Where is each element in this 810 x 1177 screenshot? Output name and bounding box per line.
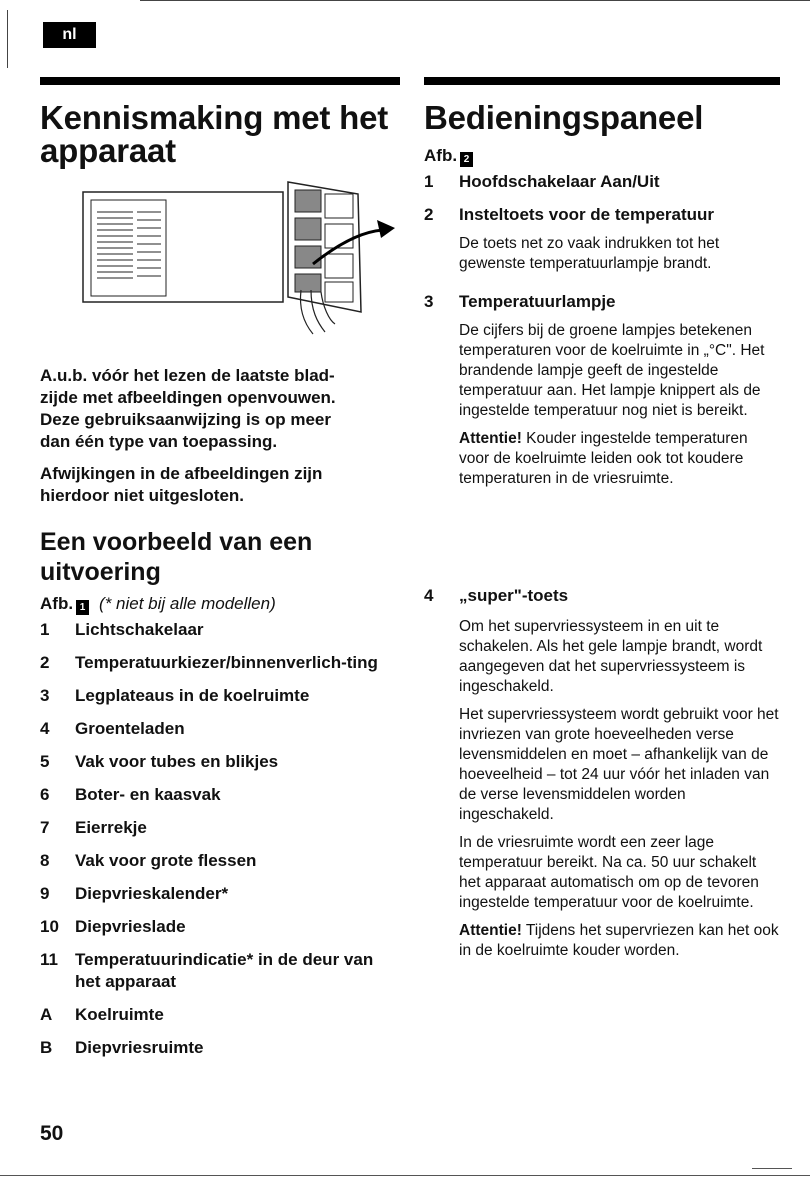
attention-note: Attentie! Tijdens het supervriezen kan het ook in de koelruimte kouder worden. bbox=[459, 922, 779, 959]
list-item: 2 Temperatuurkiezer/binnenverlich-ting bbox=[40, 653, 378, 672]
list-item: 8 Vak voor grote flessen bbox=[40, 851, 257, 870]
section-rule bbox=[40, 77, 400, 85]
intro-line: Deze gebruiksaanwijzing is op meer bbox=[40, 410, 331, 429]
list-item: 6 Boter- en kaasvak bbox=[40, 785, 221, 804]
figure-number-box: 2 bbox=[460, 152, 473, 167]
fold-out-illustration bbox=[73, 172, 403, 347]
section-paragraph: In de vriesruimte wordt een zeer lage temperatuur bereikt. Na ca. 50 uur schakelt het apparaat automatisch om op de tevoren ingestelde temperatuur voor de koelruimte. bbox=[459, 834, 759, 911]
attention-note: Attentie! Kouder ingestelde temperaturen voor de koelruimte leiden ook tot koudere temperaturen in de vriesruimte. bbox=[459, 430, 748, 487]
section-rule bbox=[424, 77, 780, 85]
bottom-mark bbox=[752, 1168, 792, 1169]
section-paragraph: De toets net zo vaak indrukken tot het gewenste temperatuurlampje brandt. bbox=[459, 235, 720, 272]
page-number: 50 bbox=[40, 1122, 64, 1145]
section-title: 3 Temperatuurlampje bbox=[424, 292, 616, 311]
control-section-temperature-button bbox=[424, 204, 782, 282]
example-title-line2: uitvoering bbox=[40, 558, 161, 586]
intro-line: A.u.b. vóór het lezen de laatste blad- bbox=[40, 366, 335, 385]
afb-label: Afb. bbox=[424, 146, 458, 165]
figure-number-box: 1 bbox=[76, 600, 89, 615]
afb-label: Afb. bbox=[40, 594, 74, 613]
example-title-line1: Een voorbeeld van een bbox=[40, 528, 313, 556]
list-item: 11 Temperatuurindicatie* in de deur van het apparaat bbox=[40, 950, 374, 991]
deviation-line: Afwijkingen in de afbeeldingen zijn bbox=[40, 464, 323, 483]
section-paragraph: Om het supervriessysteem in en uit te schakelen. Als het gele lampje brandt, wordt aangegeven dat het supervriessysteem is ingeschakeld. bbox=[459, 618, 763, 695]
list-item: A Koelruimte bbox=[40, 1005, 164, 1024]
list-item: 5 Vak voor tubes en blikjes bbox=[40, 752, 279, 771]
figure-reference bbox=[40, 593, 276, 615]
component-list bbox=[40, 619, 392, 1070]
intro-line: zijde met afbeeldingen openvouwen. bbox=[40, 388, 336, 407]
deviation-line: hierdoor niet uitgesloten. bbox=[40, 486, 245, 505]
list-item: 1 Lichtschakelaar bbox=[40, 620, 204, 639]
figure-note: (* niet bij alle modellen) bbox=[99, 594, 276, 613]
section-title: 1 Hoofdschakelaar Aan/Uit bbox=[424, 172, 660, 191]
list-item: 4 Groenteladen bbox=[40, 719, 185, 738]
control-section-temperature-lamp bbox=[424, 291, 782, 497]
page-title-line1: Kennismaking met het bbox=[40, 99, 389, 136]
panel-title: Bedieningspaneel bbox=[424, 99, 704, 136]
section-title: 2 Insteltoets voor de temperatuur bbox=[424, 205, 715, 224]
section-paragraph: Het supervriessysteem wordt gebruikt voor het invriezen van grote hoeveelheden verse levensmiddelen en moet – afhankelijk van de hoeveelheid – tot 24 uur vóór het inladen van de verse levensmiddelen worden ingeschakeld. bbox=[459, 706, 779, 823]
section-title: 4 „super"-toets bbox=[424, 586, 569, 605]
control-section-main-switch bbox=[424, 171, 782, 193]
top-rule bbox=[140, 0, 810, 1]
figure-reference bbox=[424, 145, 473, 167]
section-paragraph: De cijfers bij de groene lampjes betekenen temperaturen voor de koelruimte in „°C". Het brandende lampje geeft de ingestelde temperatuur aan. Het lampje knippert als de ingestelde temperatuur nog niet is bereikt. bbox=[459, 322, 765, 419]
margin-mark bbox=[7, 10, 8, 68]
list-item: B Diepvriesruimte bbox=[40, 1038, 204, 1057]
list-item: 9 Diepvrieskalender* bbox=[40, 884, 229, 903]
bottom-rule bbox=[0, 1175, 810, 1176]
list-item: 3 Legplateaus in de koelruimte bbox=[40, 686, 310, 705]
language-badge: nl bbox=[43, 22, 96, 48]
control-section-super-button bbox=[424, 585, 782, 969]
intro-line: dan één type van toepassing. bbox=[40, 432, 278, 451]
list-item: 10 Diepvrieslade bbox=[40, 917, 186, 936]
page-title-line2: apparaat bbox=[40, 132, 176, 169]
list-item: 7 Eierrekje bbox=[40, 818, 147, 837]
